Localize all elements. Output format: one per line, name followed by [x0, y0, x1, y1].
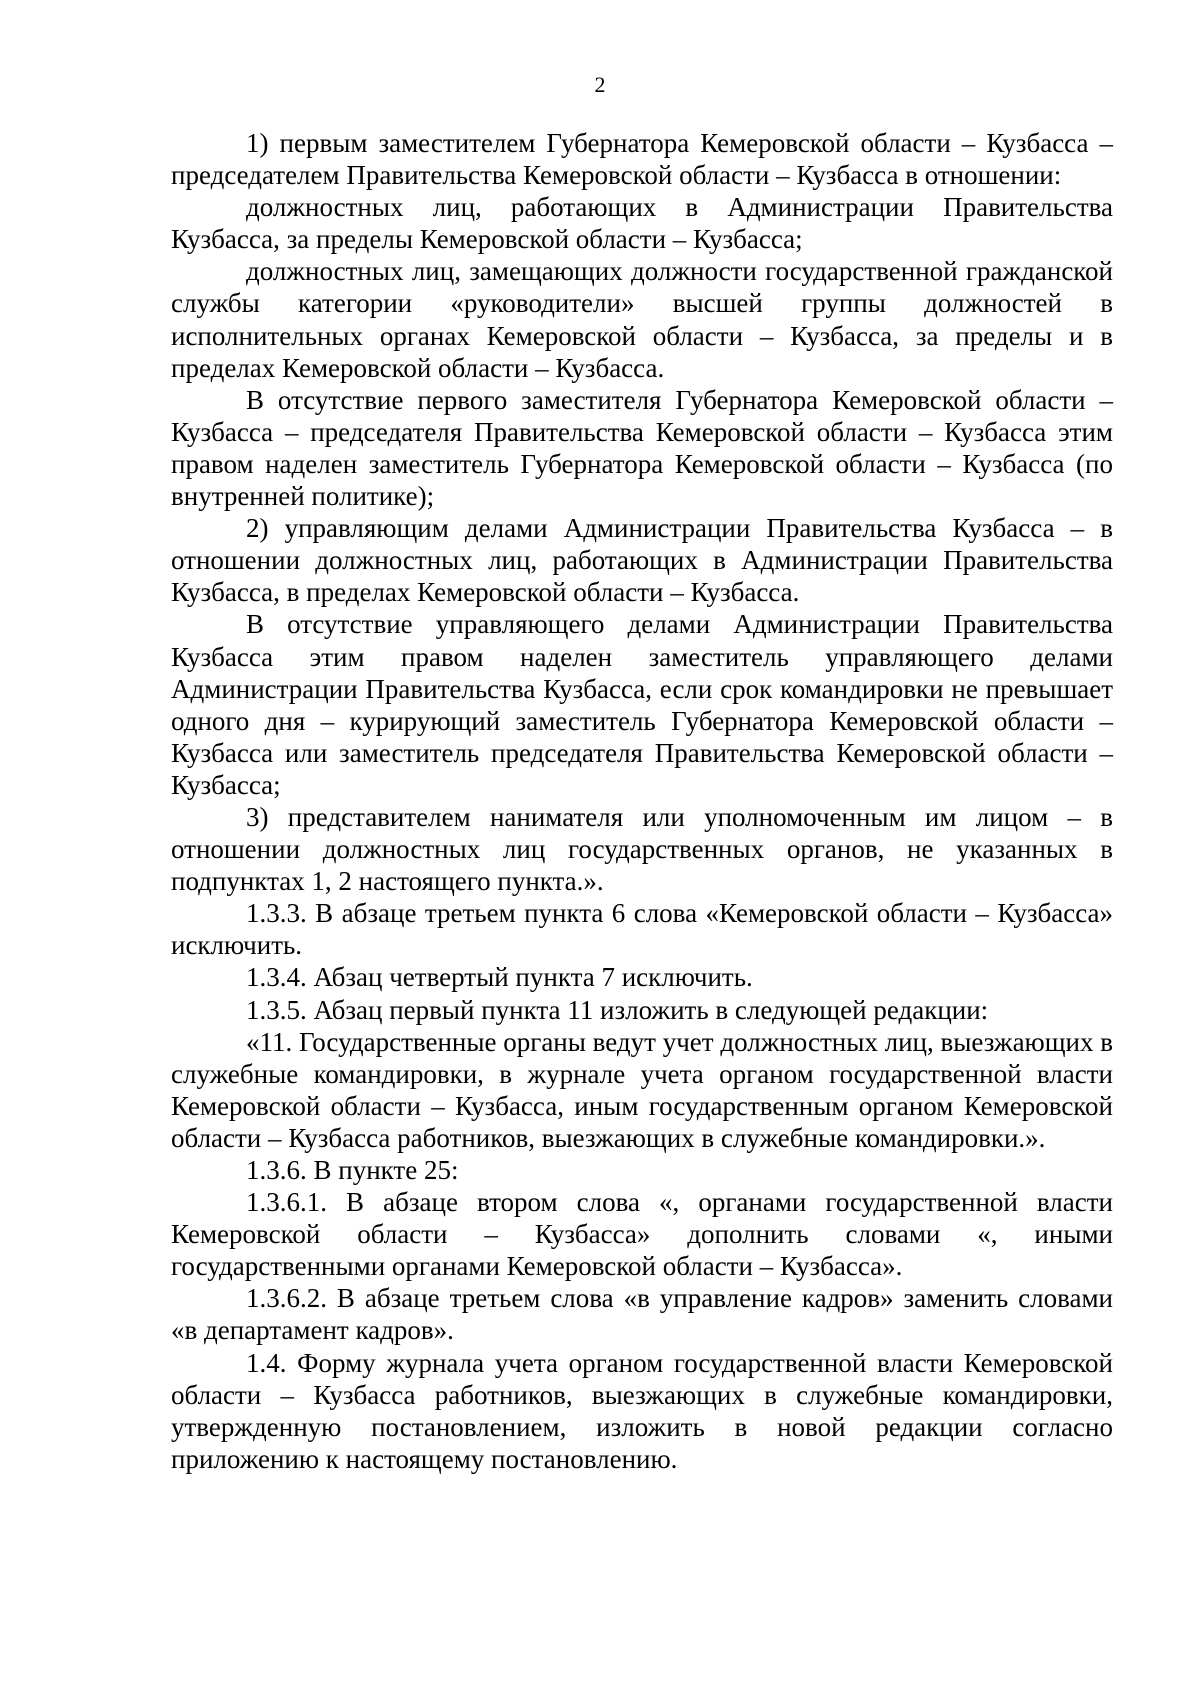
paragraph-13: 1.3.6.1. В абзаце втором слова «, органами государственной власти Кемеровской области – Кузбасса» дополнить словами «, иными государственными органами Кемеровской области – Кузбасса».	[171, 1187, 1113, 1282]
paragraph-15: 1.4. Форму журнала учета органом государственной власти Кемеровской области – Кузбасса работников, выезжающих в служебные командировки, утвержденную постановлением, изложить в новой редакции согласно приложению к настоящему постановлению.	[171, 1347, 1113, 1474]
paragraph-8: 1.3.3. В абзаце третьем пункта 6 слова «Кемеровской области – Кузбасса» исключить.	[171, 898, 1113, 961]
paragraph-14: 1.3.6.2. В абзаце третьем слова «в управление кадров» заменить словами «в департамент кадров».	[171, 1283, 1113, 1346]
paragraph-11: «11. Государственные органы ведут учет должностных лиц, выезжающих в служебные командировки, в журнале учета органом государственной власти Кемеровской области – Кузбасса, иным государственным органом Кемеровской области – Кузбасса работников, выезжающих в служебные командировки.».	[171, 1026, 1113, 1153]
document-body	[171, 127, 1113, 1475]
paragraph-1: 1) первым заместителем Губернатора Кемеровской области – Кузбасса – председателем Правительства Кемеровской области – Кузбасса в отношении:	[171, 128, 1113, 191]
paragraph-10: 1.3.5. Абзац первый пункта 11 изложить в следующей редакции:	[246, 994, 989, 1025]
paragraph-6: В отсутствие управляющего делами Администрации Правительства Кузбасса этим правом наделен заместитель управляющего делами Администрации Правительства Кузбасса, если срок командировки не превышает одного дня – курирующий заместитель Губернатора Кемеровской области – Кузбасса или заместитель председателя Правительства Кемеровской области – Кузбасса;	[171, 609, 1113, 800]
paragraph-2: должностных лиц, работающих в Администрации Правительства Кузбасса, за пределы Кемеровской области – Кузбасса;	[171, 192, 1113, 255]
paragraph-7: 3) представителем нанимателя или уполномоченным им лицом – в отношении должностных лиц государственных органов, не указанных в подпунктах 1, 2 настоящего пункта.».	[171, 801, 1113, 897]
paragraph-12: 1.3.6. В пункте 25:	[246, 1155, 459, 1185]
paragraph-3: должностных лиц, замещающих должности государственной гражданской службы категории «руководители» высшей группы должностей в исполнительных органах Кемеровской области – Кузбасса, за пределы и в пределах Кемеровской области – Кузбасса.	[171, 256, 1113, 383]
paragraph-5: 2) управляющим делами Администрации Правительства Кузбасса – в отношении должностных лиц, работающих в Администрации Правительства Кузбасса, в пределах Кемеровской области – Кузбасса.	[171, 513, 1113, 608]
paragraph-4: В отсутствие первого заместителя Губернатора Кемеровской области – Кузбасса – председателя Правительства Кемеровской области – Кузбасса этим правом наделен заместитель Губернатора Кемеровской области – Кузбасса (по внутренней политике);	[171, 384, 1113, 512]
paragraph-9: 1.3.4. Абзац четвертый пункта 7 исключить.	[246, 962, 753, 993]
page-number: 2	[594, 72, 606, 97]
